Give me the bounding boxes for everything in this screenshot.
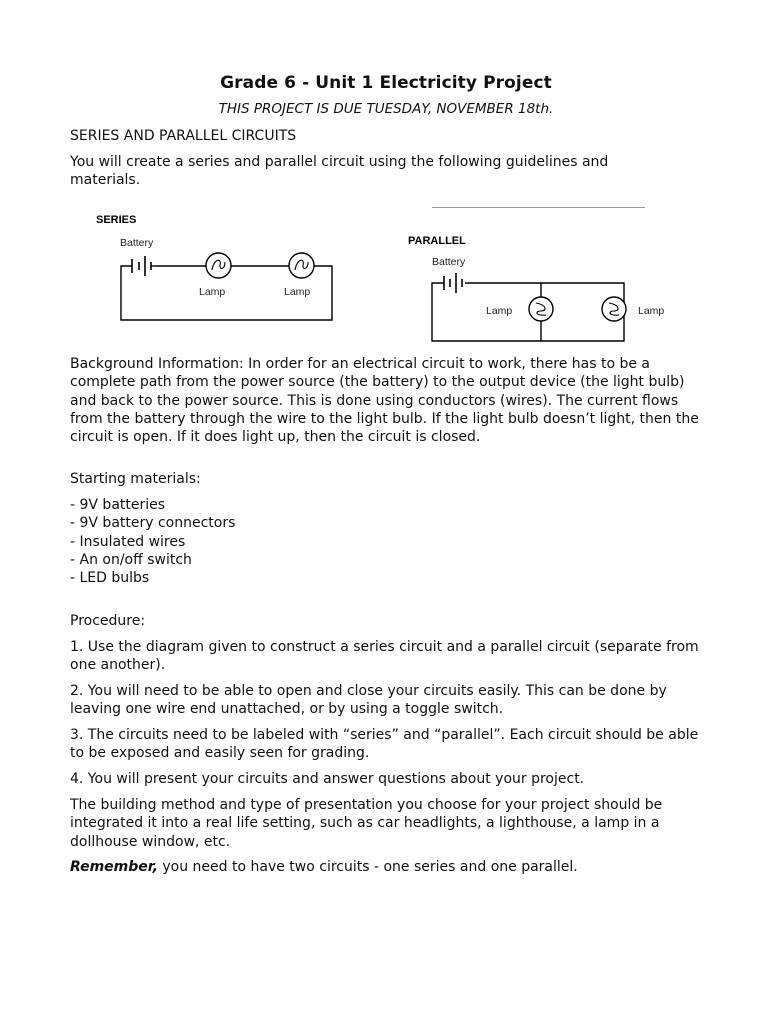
- materials-heading: Starting materials:: [70, 471, 201, 487]
- parallel-diagram: [408, 235, 664, 341]
- parallel-label: PARALLEL: [408, 235, 466, 247]
- parallel-battery-label: Battery: [432, 256, 466, 268]
- reminder-paragraph: [70, 858, 702, 876]
- procedure-heading: Procedure:: [70, 613, 146, 629]
- parallel-battery-icon: [444, 273, 462, 293]
- list-item: - 9V batteries: [70, 497, 166, 513]
- materials-list: [70, 496, 235, 587]
- list-item: - LED bulbs: [70, 570, 150, 587]
- closing-paragraph: The building method and type of presentation you choose for your project should be integrated it into a real life setting, such as car headlights, a lighthouse, a lamp in a dollhouse window, etc.: [70, 797, 663, 850]
- parallel-lamp-1-label: Lamp: [486, 305, 513, 317]
- series-battery-icon: [132, 256, 157, 276]
- series-battery-label: Battery: [120, 237, 154, 249]
- series-diagram: [96, 214, 332, 320]
- list-item: - 9V battery connectors: [70, 515, 236, 532]
- procedure-step-3: 3. The circuits need to be labeled with “series” and “parallel”. Each circuit should be able to be exposed and easily seen for grading.: [70, 727, 699, 762]
- procedure-step-1: 1. Use the diagram given to construct a series circuit and a parallel circuit (separate from one another).: [70, 639, 699, 674]
- parallel-lamp-1-icon: [529, 297, 553, 321]
- reminder-text: you need to have two circuits - one series and one parallel.: [157, 859, 578, 875]
- series-lamp-2-icon: [289, 253, 314, 278]
- list-item: - An on/off switch: [70, 551, 192, 568]
- series-lamp-1-icon: [206, 253, 231, 278]
- due-date-notice: THIS PROJECT IS DUE TUESDAY, NOVEMBER 18th.: [218, 101, 554, 117]
- section-heading: SERIES AND PARALLEL CIRCUITS: [70, 128, 297, 144]
- intro-paragraph: You will create a series and parallel circuit using the following guidelines and materials.: [70, 154, 609, 189]
- document-title: Grade 6 - Unit 1 Electricity Project: [220, 73, 552, 93]
- series-lamp-2-label: Lamp: [284, 286, 311, 298]
- procedure-step-2: 2. You will need to be able to open and close your circuits easily. This can be done by leaving one wire end unattached, or by using a toggle switch.: [70, 683, 667, 718]
- list-item: - Insulated wires: [70, 533, 186, 550]
- series-label: SERIES: [96, 214, 137, 226]
- background-paragraph: Background Information: In order for an electrical circuit to work, there has to be a complete path from the power source (the battery) to the output device (the light bulb) and back to the power source. This is done using conductors (wires). The current flows from the battery through the wire to the light bulb. If the light bulb doesn’t light, then the circuit is open. If it does light up, then the circuit is closed.: [70, 356, 699, 446]
- reminder-emphasis: Remember,: [70, 859, 158, 875]
- parallel-lamp-2-icon: [602, 297, 626, 321]
- procedure-step-4: 4. You will present your circuits and answer questions about your project.: [70, 771, 585, 787]
- parallel-lamp-2-label: Lamp: [638, 305, 665, 317]
- series-lamp-1-label: Lamp: [199, 286, 226, 298]
